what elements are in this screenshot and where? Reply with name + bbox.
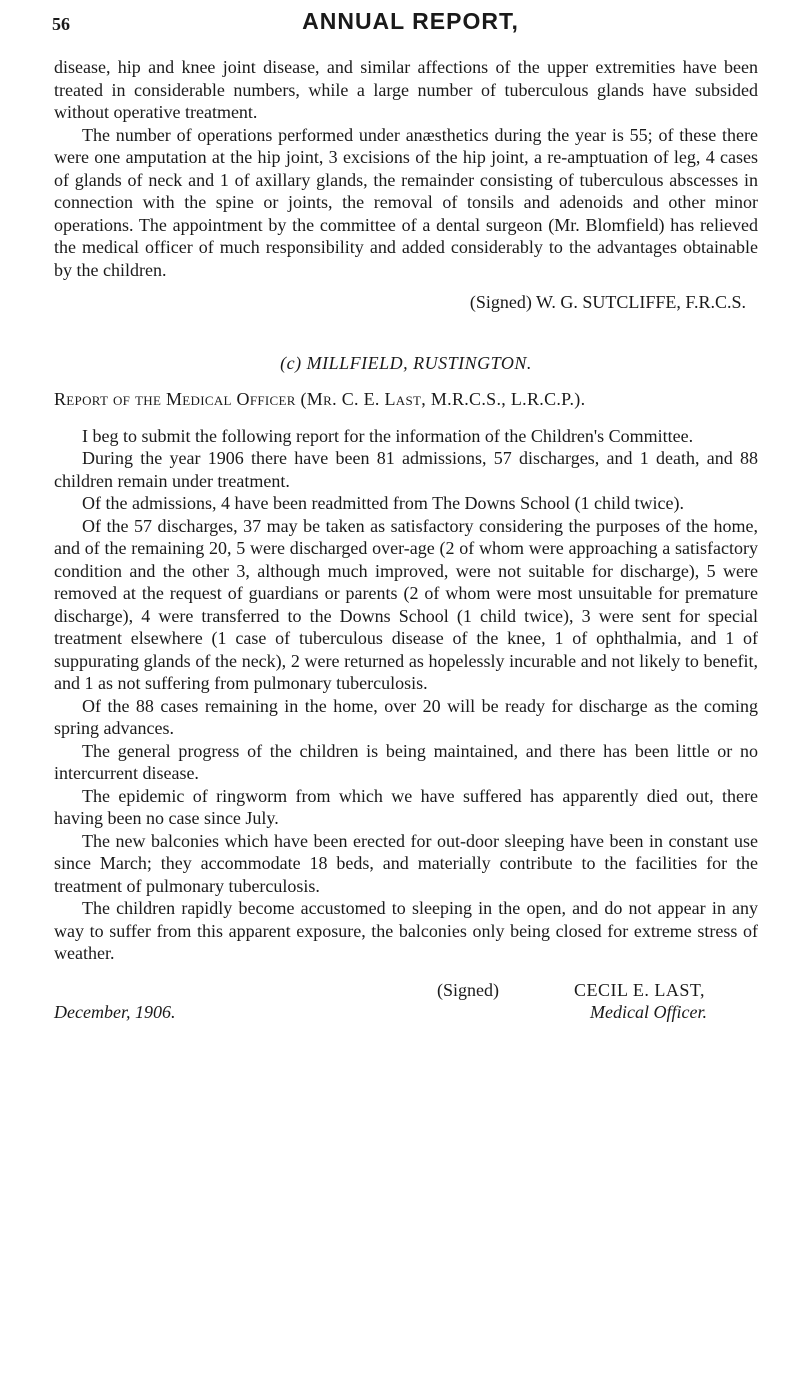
closing-block	[54, 979, 758, 1029]
paragraph: Of the 88 cases remaining in the home, over 20 will be ready for discharge as the coming spring advances.	[54, 695, 758, 738]
paragraph: disease, hip and knee joint disease, and similar affections of the upper extremities have been treated in considerable numbers, while a large number of tuberculous glands have subsided without operative treatment.	[54, 57, 758, 122]
paragraph: During the year 1906 there have been 81 admissions, 57 discharges, and 1 death, and 88 children remain under treatment.	[54, 448, 758, 491]
report-title	[54, 388, 758, 411]
paragraph: The new balconies which have been erected for out-door sleeping have been in constant use since March; they accommodate 18 beds, and materially contribute to the facilities for the treatment of pulmonary tuberculosis.	[54, 830, 758, 896]
paragraph: The number of operations performed under anæsthetics during the year is 55; of these there were one amputation at the hip joint, 3 excisions of the hip joint, a re-amptuation of leg, 4 cases of glands of neck and 1 of axillary glands, the remainder consisting of tuberculous abscesses in connection with the spine or joints, the removal of tonsils and adenoids and other minor operations. The appointment by the committee of a dental surgeon (Mr. Blomfield) has relieved the medical officer of much responsibility and added considerably to the advantages obtainable by the children.	[54, 124, 758, 280]
closing-date: December, 1906.	[54, 1001, 176, 1022]
report-title-text: Report of the Medical Officer (Mr. C. E. Last, M.R.C.S., L.R.C.P.).	[54, 389, 586, 409]
signatory-role: Medical Officer.	[590, 1001, 707, 1022]
signatory-name: CECIL E. LAST,	[574, 979, 705, 1000]
signature-line: (Signed) W. G. SUTCLIFFE, F.R.C.S.	[469, 292, 746, 312]
paragraph: Of the 57 discharges, 37 may be taken as satisfactory considering the purposes of the home, and of the remaining 20, 5 were discharged over-age (2 of whom were approaching a satisfactory condition and the other 3, although much improved, were not suitable for discharge), 5 were removed at the request of guardians or parents (2 of whom were most unsuitable for premature discharge), 4 were transferred to the Downs School (1 child twice), 3 were sent for special treatment elsewhere (1 case of tuberculous disease of the knee, 1 of ophthalmia, and 1 of suppurating glands of the neck), 2 were returned as hopelessly incurable and not likely to benefit, and 1 as not suffering from pulmonary tuberculosis.	[54, 515, 758, 693]
closing-signed-label: (Signed)	[437, 979, 499, 1000]
paragraph: Of the admissions, 4 have been readmitted from The Downs School (1 child twice).	[82, 493, 685, 513]
paragraph: The children rapidly become accustomed to sleeping in the open, and do not appear in any way to suffer from this apparent exposure, the balconies only being closed for extreme stress of weather.	[54, 898, 758, 963]
running-head: ANNUAL REPORT,	[302, 8, 519, 34]
paragraph: The epidemic of ringworm from which we have suffered has apparently died out, there having been no case since July.	[54, 785, 758, 828]
page-number: 56	[52, 14, 70, 34]
section-heading: (c) MILLFIELD, RUSTINGTON.	[280, 352, 532, 373]
paragraph: The general progress of the children is being maintained, and there has been little or no intercurrent disease.	[54, 740, 758, 783]
page-content	[54, 56, 758, 1029]
paragraph: I beg to submit the following report for the information of the Children's Committee.	[82, 425, 694, 446]
